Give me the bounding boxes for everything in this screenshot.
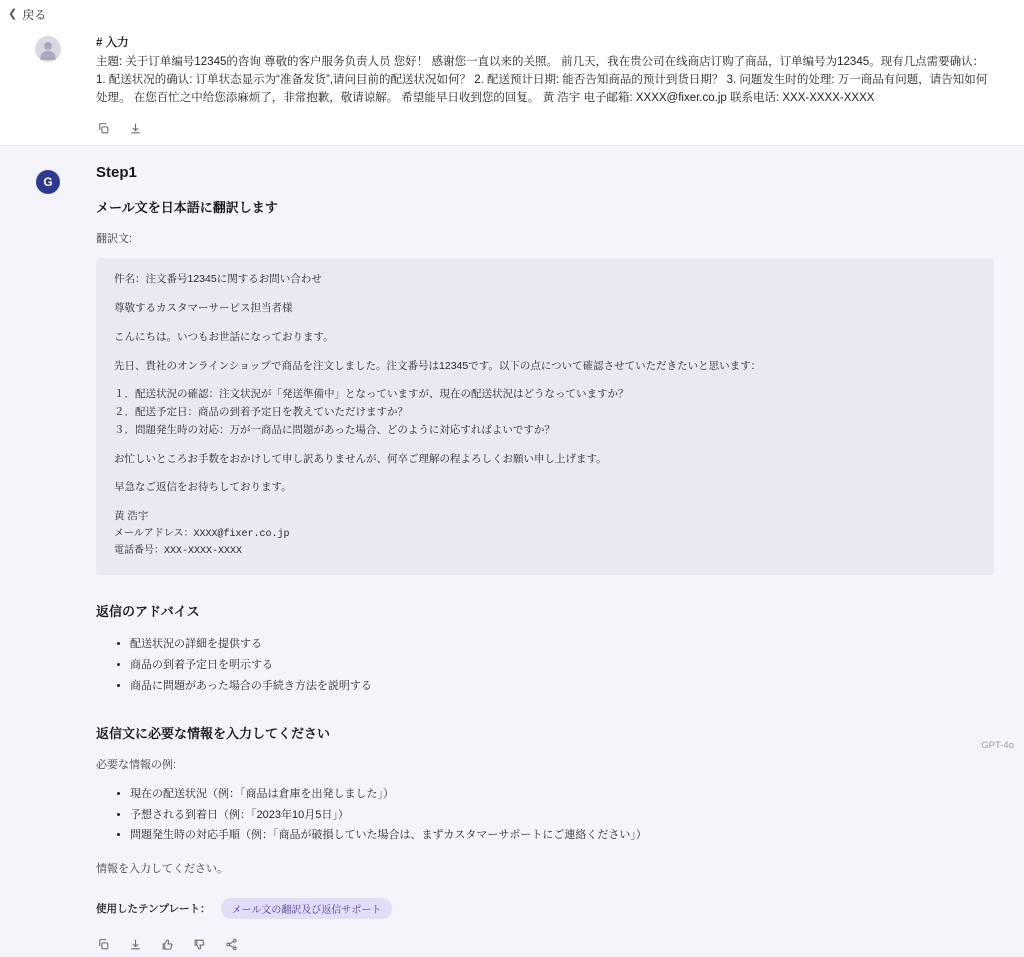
advice-heading: 返信のアドバイス: [96, 603, 200, 619]
list-item: • 問題発生時の対応手順（例：「商品が破損していた場合は、まずカスタマーサポートにご連絡ください」）: [130, 825, 994, 846]
assistant-avatar-column: [0, 164, 96, 951]
assistant-message-content: [96, 164, 1024, 951]
user-message-content: [96, 30, 1024, 135]
user-message-actions: [96, 121, 994, 135]
advice-list: [96, 634, 994, 697]
model-tag: GPT-4o: [981, 740, 1014, 751]
thumbs-up-icon[interactable]: [160, 937, 174, 951]
user-message-body: 主題: 关于订单编号12345的咨询 尊敬的客户服务负责人员 您好！ 感谢您一直以来的关照。 前几天，我在贵公司在线商店订购了商品，订单编号为12345。现有几点需要确认： 1. 配送状况的确认: 订单状态显示为“准备发货”,请问目前的配送状况如何？ 2. 配送预计日期: 能否告知商品的预计到货日期？ 3. 问题发生时的处理: 万一商品有问题，请告知如何处理。 在您百忙之中给您添麻烦了，非常抱歉，敬请谅解。 希望能早日收到您的回复。 黄 浩宇 电子邮箱: XXXX@fixer.co.jp 联系电话: XXX-XXXX-XXXX: [96, 56, 988, 104]
thumbs-down-icon[interactable]: [192, 937, 206, 951]
download-icon[interactable]: [128, 121, 142, 135]
user-avatar-column: [0, 30, 96, 135]
template-row: [96, 898, 994, 919]
input-heading: 返信文に必要な情報を入力してください: [96, 725, 331, 741]
list-item: • 配送状況の詳細を提供する: [130, 634, 994, 655]
mail-item: ３．問題発生時の対応：万が一商品に問題があった場合、どのように対応すればよいですか？: [114, 423, 555, 436]
download-icon[interactable]: [128, 937, 142, 951]
translate-lead: 翻訳文:: [96, 233, 133, 246]
assistant-message: [0, 146, 1024, 957]
mail-intro: 先日、貴社のオンラインショップで商品を注文しました。注文番号は12345です。以下の点について確認させていただきたいと思います：: [114, 359, 762, 372]
mail-salutation: 尊敬するカスタマーサービス担当者様: [114, 302, 293, 315]
back-button-label: 戻る: [22, 7, 47, 22]
mail-sign-name: 黄 浩宇: [114, 510, 149, 523]
list-item: • 商品の到着予定日を明示する: [130, 655, 994, 676]
step-title: Step1: [96, 164, 137, 182]
mail-item: ２．配送予定日：商品の到着予定日を教えていただけますか？: [114, 406, 408, 419]
input-note: 情報を入力してください。: [96, 863, 228, 876]
mail-subject: 件名：注文番号12345に関するお問い合わせ: [114, 273, 322, 286]
chevron-left-icon: ❮: [8, 7, 18, 20]
list-item: • 商品に問題があった場合の手続き方法を説明する: [130, 676, 994, 697]
translate-heading: メール文を日本語に翻訳します: [96, 200, 278, 216]
mail-sign-tel: 電話番号：XXX-XXXX-XXXX: [114, 545, 243, 557]
mail-item: １．配送状況の確認：注文状況が「発送準備中」となっていますが、現在の配送状況はどうなっていますか？: [114, 388, 629, 401]
share-icon[interactable]: [224, 937, 238, 951]
assistant-message-actions: [96, 937, 994, 951]
top-bar: [0, 0, 1024, 28]
translated-mail-box: [96, 258, 994, 575]
input-lead: 必要な情報の例:: [96, 758, 177, 771]
template-chip[interactable]: メール文の翻訳及び返信サポート: [221, 898, 393, 919]
copy-icon[interactable]: [96, 121, 110, 135]
mail-apology: お忙しいところお手数をおかけして申し訳ありませんが、何卒ご理解の程よろしくお願い申し上げます。: [114, 452, 607, 465]
mail-greeting: こんにちは。いつもお世話になっております。: [114, 330, 334, 343]
template-label: 使用したテンプレート：: [96, 903, 211, 916]
copy-icon[interactable]: [96, 937, 110, 951]
mail-closing: 早急なご返信をお待ちしております。: [114, 481, 292, 494]
input-example-list: [96, 784, 994, 847]
back-button[interactable]: [8, 6, 46, 23]
user-message: [0, 28, 1024, 146]
avatar: [35, 36, 61, 62]
mail-sign-mail: メールアドレス：XXXX@fixer.co.jp: [114, 528, 290, 540]
assistant-avatar-icon: G: [36, 170, 60, 194]
list-item: • 現在の配送状況（例：「商品は倉庫を出発しました」）: [130, 784, 994, 805]
list-item: • 予想される到着日（例：「2023年10月5日」）: [130, 805, 994, 826]
user-message-heading: # 入力: [96, 37, 129, 49]
